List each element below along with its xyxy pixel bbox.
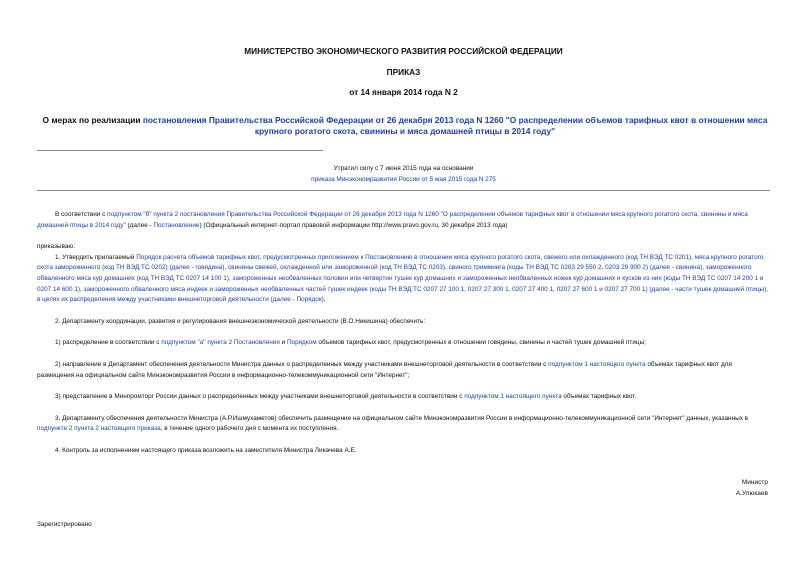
preamble-text: ) (Официальный интернет-портал правовой информации http://www.pravo.gov.ru, 30 декабря 2013 года) — [199, 221, 508, 229]
procedure-short-link[interactable]: Порядком — [286, 339, 317, 347]
document-body — [37, 210, 770, 457]
paragraph-text: 2) направление в Департамент обеспечения деятельности Министра данных о распределенных между участниками внешнеторговой деятельности в соответствии с — [55, 360, 549, 368]
registration-note: Зарегистрировано — [37, 521, 92, 528]
title-prefix: О мерах по реализации — [42, 115, 143, 125]
paragraph-3 — [37, 414, 770, 435]
procedure-link[interactable]: Порядок расчета объемов тарифных квот, предусмотренных приложением к Постановлению в отношении мяса крупного рогатого скота, свежего или охлажденного (код ТН ВЭД ТС 0201), мяса крупного рогатого скота замороженного (код ТН ВЭД ТС 0202) (далее - говядина), свинины свежей, охлажденной или замороженной (код ТН ВЭД ТС 0203), свиного тримминга (коды ТН ВЭД ТС 0203 29 550 2, 0203 29 900 2) (далее - свинина), замороженного обваленного мяса кур домашних (код ТН ВЭД ТС 0207 14 100 1), замороженных необваленных половин или четвертин тушек кур домашних и замороженных необваленных ножек кур домашних и кусков из них (коды ТН ВЭД ТС 0207 14 200 1 и 0207 14 600 1), замороженного обваленного мяса индеек и замороженных необваленных частей тушек индеек (коды ТН ВЭД ТС 0207 27 100 1, 0207 27 300 1, 0207 27 400 1, 0207 27 600 1 и 0207 27 700 1) (далее - части тушек домашней птицы), в целях их распределения между участниками внешнеторговой деятельности (далее - Порядок) — [37, 253, 768, 304]
preamble-text: (далее - — [125, 221, 154, 229]
subclause-2-link[interactable]: подпункте 2 пункта 2 настоящего приказа — [37, 425, 161, 433]
paragraph-text: и — [279, 339, 287, 347]
subclause-1-link[interactable]: подпунктом 1 настоящего пункта — [464, 393, 562, 401]
signatory-name: А.Улюкаев — [735, 489, 768, 497]
title-decree-link[interactable]: постановления Правительства Российской Федерации от 26 декабря 2013 года N 1260 "О распределении объемов тарифных квот в отношении мяса крупного рогатого скота, свинины и мяса домашней птицы в 2014 году" — [142, 115, 768, 136]
paragraph-4: 4. Контроль за исполнением настоящего приказа возложить на заместителя Министра Ликачева А.Е. — [55, 446, 357, 454]
paragraph-2-3 — [37, 392, 770, 403]
status-divider — [37, 190, 770, 191]
paragraph-1 — [37, 253, 770, 306]
paragraph-text: объемов тарифных квот, предусмотренных в отношении говядины, свинины и частей тушек домашней птицы; — [316, 339, 646, 347]
paragraph-text: 1) распределение в соответствии с — [55, 339, 162, 347]
subclause-a-link[interactable]: подпунктом "а" пункта 2 Постановления — [161, 339, 280, 347]
document-date-number: от 14 января 2014 года N 2 — [349, 87, 458, 97]
signature-block — [600, 478, 768, 499]
paragraph-text: 3) представление в Минпромторг России данных о распределенных между участниками внешнеторговой деятельности в соответствии с — [55, 393, 465, 401]
document-type: ПРИКАЗ — [386, 67, 421, 77]
order-word: приказываю: — [37, 243, 75, 251]
preamble-decree-short-link[interactable]: Постановление — [153, 221, 200, 229]
signatory-position: Министр — [741, 479, 768, 486]
paragraph-text: объемах тарифных квот. — [561, 393, 637, 401]
status-note-link[interactable]: приказа Минэкономразвития России от 5 мая 2015 года N 275 — [311, 176, 496, 183]
paragraph-2: 2. Департаменту координации, развития и регулирования внешнеэкономической деятельности (В.О.Никишина) обеспечить: — [55, 317, 426, 325]
preamble-text: В соответствии с — [55, 211, 108, 218]
status-note-line: Утратил силу с 7 июня 2015 года на основании — [333, 165, 474, 172]
document-title — [40, 115, 770, 137]
preamble-paragraph — [37, 210, 770, 231]
ministry-heading: МИНИСТЕРСТВО ЭКОНОМИЧЕСКОГО РАЗВИТИЯ РОССИЙСКОЙ ФЕДЕРАЦИИ — [244, 46, 563, 56]
header-divider — [37, 150, 323, 151]
paragraph-2-1 — [37, 338, 770, 349]
paragraph-text: 1. Утвердить прилагаемый — [55, 253, 137, 261]
paragraph-text: . — [323, 296, 326, 304]
preamble-decree-link[interactable]: подпунктом "б" пункта 2 постановления Правительства Российской Федерации от 26 декабря 2013 года N 1260 "О распределении объемов тарифных квот в отношении мяса крупного рогатого скота, свинины и мяса домашней птицы в 2014 году" — [37, 211, 748, 229]
paragraph-2-2 — [37, 360, 770, 381]
status-note — [37, 163, 770, 185]
paragraph-text: объемах тарифных квот для размещения на официальном сайте Минэкономразвития России в информационно-телекоммуникационной сети "Интернет"; — [37, 360, 732, 379]
subclause-1-link[interactable]: подпунктом 1 настоящего пункта — [548, 360, 646, 368]
paragraph-text: 3. Департаменту обеспечения деятельности Министра (А.Р.Ишмухаметов) обеспечить размещение на официальном сайте Минэкономразвития России в информационно-телекоммуникационной сети "Интернет" данных, указанных в — [55, 414, 749, 422]
paragraph-text: , в течение одного рабочего дня с момента их поступления. — [160, 425, 339, 433]
